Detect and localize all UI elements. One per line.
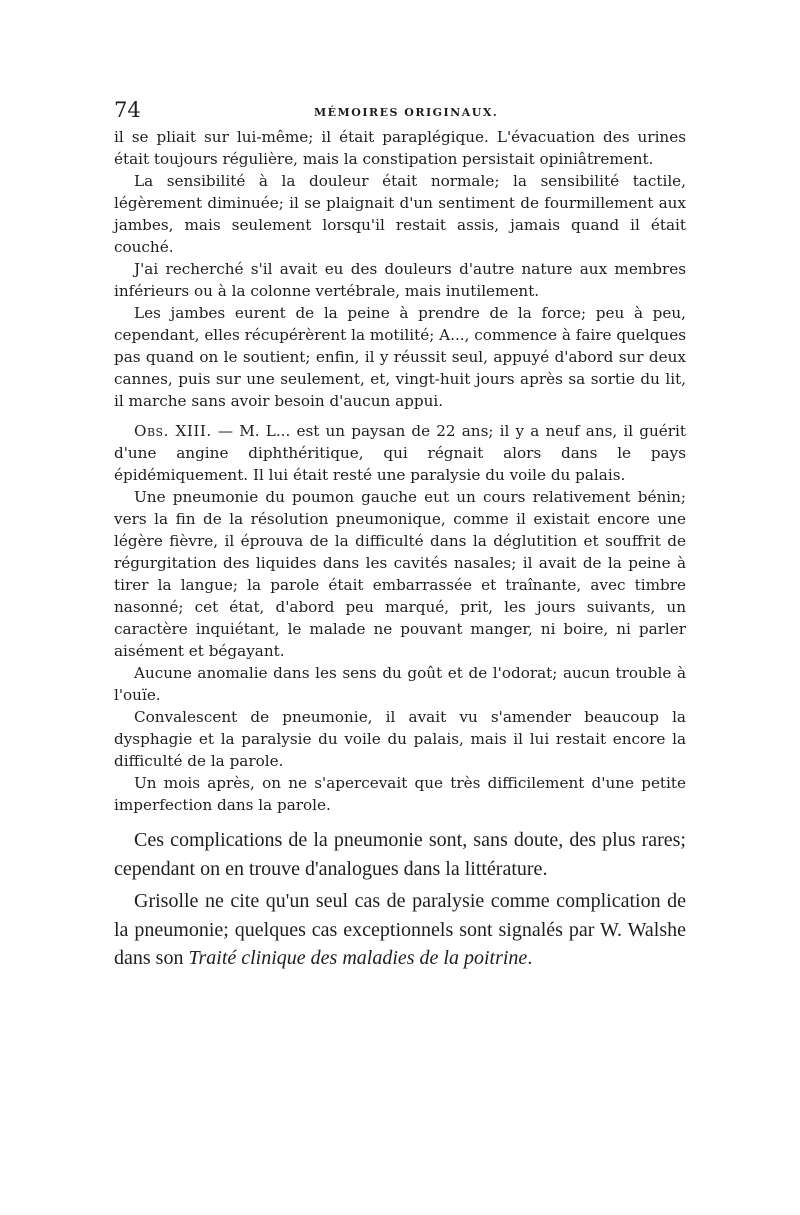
page-number: 74 (114, 98, 141, 122)
paragraph-grisolle (114, 887, 686, 973)
paragraph-complications: Ces complications de la pneumonie sont, sans doute, des plus rares; cependant on en trouve d'analogues dans la littérature. (114, 829, 686, 880)
paragraph-convalescence: Convalescent de pneumonie, il avait vu s'amender beaucoup la dysphagie et la paralysie du voile du palais, mais il lui restait encore la difficulté de la parole. (114, 708, 686, 770)
paragraph-continuation: il se pliait sur lui-même; il était paraplégique. L'évacuation des urines était toujours régulière, mais la constipation persistait opiniâtrement. (114, 128, 686, 168)
grisolle-end: . (527, 947, 533, 969)
page-body (114, 126, 686, 973)
paragraph-pneumonia: Une pneumonie du poumon gauche eut un cours relativement bénin; vers la fin de la résolution pneumonique, comme il existait encore une légère fièvre, il éprouva de la difficulté dans la déglutition et souffrit de régurgitation des liquides dans les cavités nasales; il avait de la peine à tirer la langue; la parole était embarrassée et traînante, avec timbre nasonné; cet état, d'abord peu marqué, prit, les jours suivants, un caractère inquiétant, le malade ne pouvant manger, ni boire, ni parler aisément et bégayant. (114, 488, 686, 660)
paragraph-senses: Aucune anomalie dans les sens du goût et de l'odorat; aucun trouble à l'ouïe. (114, 664, 686, 704)
large-print-section (114, 826, 686, 973)
grisolle-text: Grisolle ne cite qu'un seul cas de paralysie comme complication de la pneumonie; quelques cas exceptionnels sont signalés par W. Walshe dans son (114, 890, 686, 969)
observation-intro-text: — M. L... est un paysan de 22 ans; il y a neuf ans, il guérit d'une angine diphthéritique, qui régnait alors dans le pays épidémiquement. Il lui était resté une paralysie du voile du palais. (114, 422, 686, 484)
small-print-section (114, 126, 686, 816)
observation-intro (114, 420, 686, 486)
running-head: MÉMOIRES ORIGINAUX. (314, 106, 499, 119)
page-header (114, 98, 684, 128)
observation-label: Obs. XIII. (134, 422, 212, 440)
paragraph-pains: J'ai recherché s'il avait eu des douleurs d'autre nature aux membres inférieurs ou à la colonne vertébrale, mais inutilement. (114, 260, 686, 300)
paragraph-sensibility: La sensibilité à la douleur était normale; la sensibilité tactile, légèrement diminuée; il se plaignait d'un sentiment de fourmillement aux jambes, mais seulement lorsqu'il restait assis, jamais quand il était couché. (114, 172, 686, 256)
paragraph-recovery: Les jambes eurent de la peine à prendre de la force; peu à peu, cependant, elles récupérèrent la motilité; A..., commence à faire quelques pas quand on le soutient; enfin, il y réussit seul, appuyé d'abord sur deux cannes, puis sur une seulement, et, vingt-huit jours après sa sortie du lit, il marche sans avoir besoin d'aucun appui. (114, 304, 686, 410)
paragraph-month-after: Un mois après, on ne s'apercevait que très difficilement d'une petite imperfection dans la parole. (114, 774, 686, 814)
book-title: Traité clinique des maladies de la poitrine (188, 947, 528, 969)
